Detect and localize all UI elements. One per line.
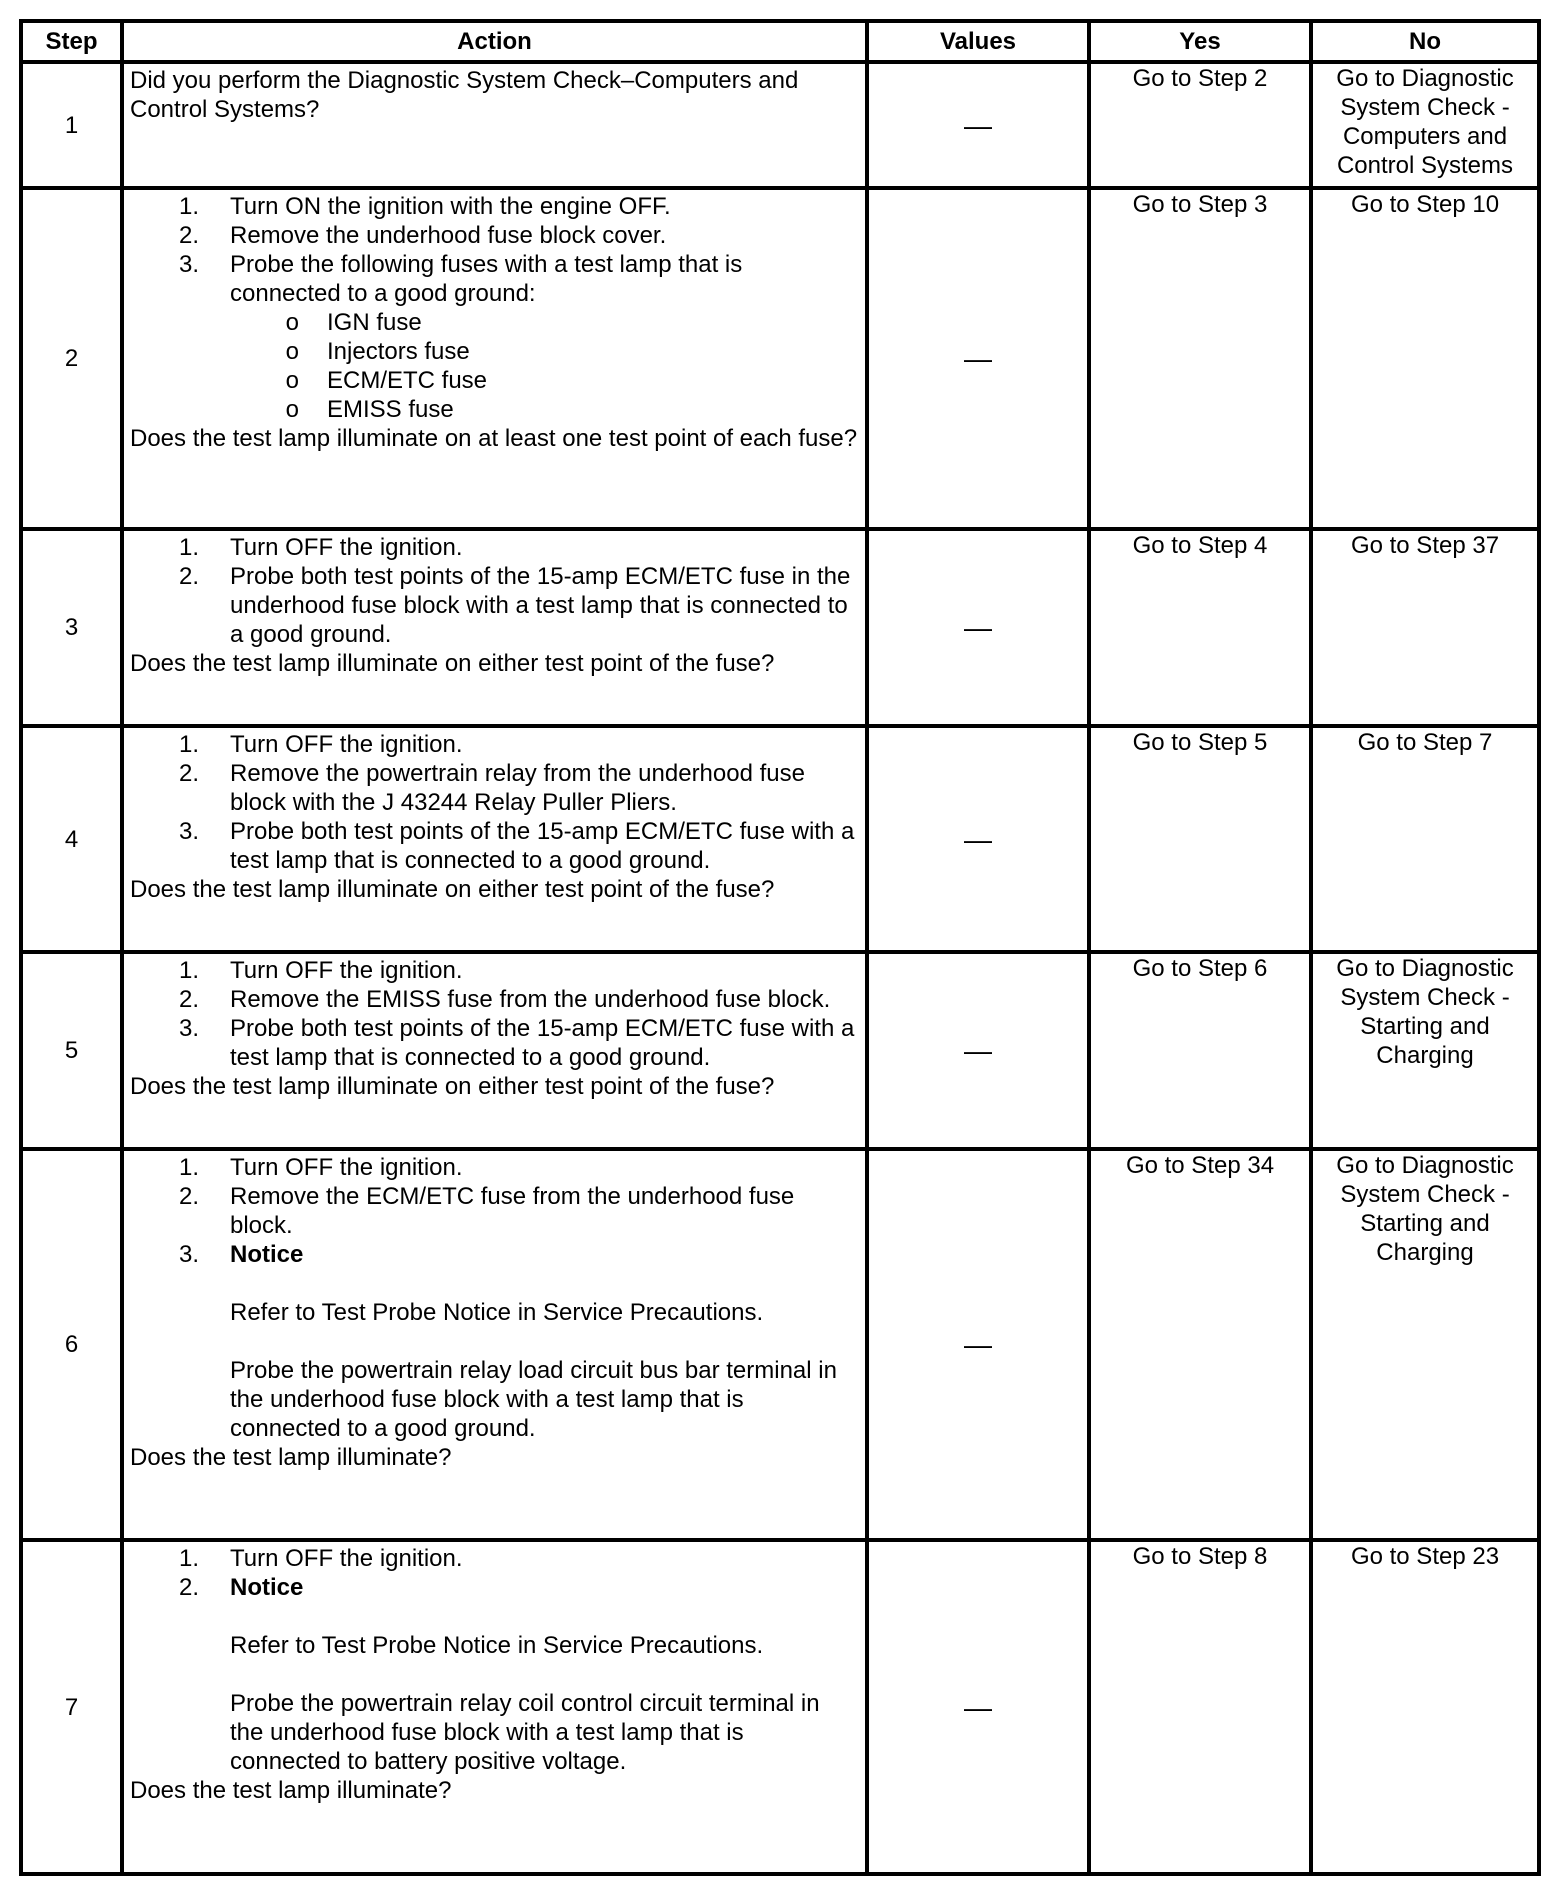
fuse-list [230, 308, 859, 424]
yes-result: Go to Step 5 [1132, 729, 1268, 756]
no-cell [1311, 1149, 1539, 1540]
fuse-item: o Injectors fuse [285, 338, 470, 365]
yes-result: Go to Step 34 [1125, 1152, 1275, 1179]
yes-result: Go to Step 8 [1132, 1543, 1268, 1570]
no-result: Go to Diagnostic System Check - Starting and Charging [1336, 1152, 1514, 1266]
question-text: Does the test lamp illuminate on at least one test point of each fuse? [130, 425, 858, 452]
action-item: 1. Turn OFF the ignition. [178, 1545, 463, 1572]
step-number: 4 [21, 726, 122, 952]
value-cell: — [867, 1149, 1089, 1540]
question-text: Did you perform the Diagnostic System Check–Computers and Control Systems? [130, 67, 799, 123]
step-number: 5 [21, 952, 122, 1149]
action-item: 1. Turn ON the ignition with the engine OFF. [178, 193, 671, 220]
action-item: 1. Turn OFF the ignition. [178, 1154, 463, 1181]
no-result: Go to Step 37 [1350, 532, 1500, 559]
action-item: 1. Turn OFF the ignition. [178, 957, 463, 984]
question-text: Does the test lamp illuminate on either test point of the fuse? [130, 650, 775, 677]
value-cell: — [867, 1540, 1089, 1874]
question-text: Does the test lamp illuminate? [130, 1777, 452, 1804]
yes-result: Go to Step 4 [1132, 532, 1268, 559]
table-row [21, 726, 1539, 952]
action-item: 1. Turn OFF the ignition. [178, 534, 463, 561]
no-result: Go to Step 10 [1350, 191, 1500, 218]
yes-cell [1089, 1149, 1311, 1540]
yes-cell [1089, 726, 1311, 952]
action-item: 3. Probe both test points of the 15-amp ECM/ETC fuse with a test lamp that is connected to a good ground. [178, 1015, 855, 1071]
value-cell: — [867, 529, 1089, 726]
action-cell [122, 726, 867, 952]
no-cell [1311, 726, 1539, 952]
action-item: 2. Probe both test points of the 15-amp ECM/ETC fuse in the underhood fuse block with a test lamp that is connected to a good ground. [178, 563, 851, 648]
action-cell [122, 1149, 867, 1540]
yes-cell [1089, 62, 1311, 188]
table-row [21, 952, 1539, 1149]
action-item: 2. Remove the EMISS fuse from the underhood fuse block. [178, 986, 831, 1013]
yes-cell [1089, 529, 1311, 726]
table-row [21, 62, 1539, 188]
action-cell [122, 952, 867, 1149]
step-number: 1 [21, 62, 122, 188]
header-action: Action [122, 21, 867, 62]
fuse-item: o IGN fuse [285, 309, 422, 336]
step-number: 7 [21, 1540, 122, 1874]
no-cell [1311, 1540, 1539, 1874]
step-number: 6 [21, 1149, 122, 1540]
yes-cell [1089, 1540, 1311, 1874]
action-cell [122, 188, 867, 529]
no-result: Go to Step 23 [1350, 1543, 1500, 1570]
fuse-item: o EMISS fuse [285, 396, 454, 423]
yes-result: Go to Step 6 [1132, 955, 1268, 982]
action-item: 3. Probe the following fuses with a test lamp that is connected to a good ground: o IGN fuse o Injectors fuse o ECM/ETC fuse o EMISS fuse [130, 250, 859, 424]
action-item: 1. Turn OFF the ignition. [178, 731, 463, 758]
yes-cell [1089, 952, 1311, 1149]
value-cell: — [867, 952, 1089, 1149]
yes-cell [1089, 188, 1311, 529]
action-item: 2. Remove the powertrain relay from the underhood fuse block with the J 43244 Relay Puller Pliers. [178, 760, 805, 816]
header-row [21, 21, 1539, 62]
notice-label: Notice [230, 1241, 304, 1268]
no-cell [1311, 952, 1539, 1149]
header-step: Step [21, 21, 122, 62]
table-row [21, 529, 1539, 726]
action-cell [122, 1540, 867, 1874]
no-cell [1311, 62, 1539, 188]
diagnostic-table [19, 19, 1541, 1876]
question-text: Does the test lamp illuminate? [130, 1444, 452, 1471]
probe-text: Probe the powertrain relay load circuit bus bar terminal in the underhood fuse block with a test lamp that is connected to a good ground. [230, 1357, 837, 1442]
notice-label: Notice [230, 1574, 304, 1601]
question-text: Does the test lamp illuminate on either test point of the fuse? [130, 1073, 775, 1100]
action-item: 3. Probe both test points of the 15-amp ECM/ETC fuse with a test lamp that is connected to a good ground. [178, 818, 855, 874]
yes-result: Go to Step 2 [1132, 65, 1268, 92]
value-cell: — [867, 62, 1089, 188]
value-cell: — [867, 726, 1089, 952]
action-item: 2. Notice Refer to Test Probe Notice in Service Precautions. Probe the powertrain relay coil control circuit terminal in the underhood fuse block with a test lamp that is connected to battery positive voltage. [130, 1573, 859, 1776]
action-item: 2. Remove the ECM/ETC fuse from the underhood fuse block. [178, 1183, 795, 1239]
step-number: 2 [21, 188, 122, 529]
table-row [21, 188, 1539, 529]
no-result: Go to Diagnostic System Check - Computers and Control Systems [1336, 65, 1514, 179]
fuse-item: o ECM/ETC fuse [285, 367, 488, 394]
no-cell [1311, 188, 1539, 529]
table-row [21, 1540, 1539, 1874]
action-cell [122, 529, 867, 726]
header-yes: Yes [1089, 21, 1311, 62]
question-text: Does the test lamp illuminate on either test point of the fuse? [130, 876, 775, 903]
header-no: No [1311, 21, 1539, 62]
action-item: 3. Notice Refer to Test Probe Notice in Service Precautions. Probe the powertrain relay load circuit bus bar terminal in the underhood fuse block with a test lamp that is connected to a good ground. [130, 1240, 859, 1443]
table-row [21, 1149, 1539, 1540]
action-item: 2. Remove the underhood fuse block cover. [178, 222, 667, 249]
step-number: 3 [21, 529, 122, 726]
no-result: Go to Step 7 [1357, 729, 1493, 756]
action-cell [122, 62, 867, 188]
probe-text: Probe the powertrain relay coil control circuit terminal in the underhood fuse block with a test lamp that is connected to battery positive voltage. [230, 1690, 820, 1775]
value-cell: — [867, 188, 1089, 529]
no-result: Go to Diagnostic System Check - Starting and Charging [1336, 955, 1514, 1069]
header-values: Values [867, 21, 1089, 62]
yes-result: Go to Step 3 [1132, 191, 1268, 218]
notice-text: Refer to Test Probe Notice in Service Precautions. [230, 1299, 764, 1326]
notice-text: Refer to Test Probe Notice in Service Precautions. [230, 1632, 764, 1659]
no-cell [1311, 529, 1539, 726]
